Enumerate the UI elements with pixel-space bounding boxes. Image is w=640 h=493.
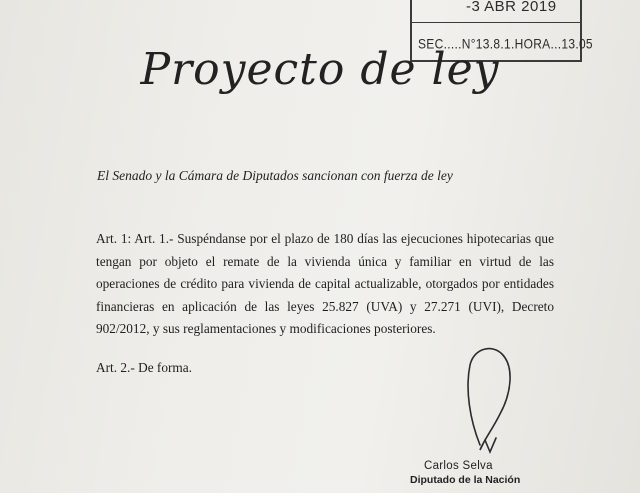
enacting-clause: El Senado y la Cámara de Diputados sancionan con fuerza de ley xyxy=(97,168,453,183)
stamp-date: -3 ABR 2019 xyxy=(466,0,557,15)
article-1: Art. 1: Art. 1.- Suspéndanse por el plazo de 180 días las ejecuciones hipotecarias que tengan por objeto el remate de la vivienda única y familiar en virtud de las operaciones de crédito para vivienda de capital actualizable, otorgados por entidades financieras en aplicación de las leyes 25.827 (UVA) y 27.271 (UVI), Decreto 902/2012, y sus reglamentaciones y modificaciones posteriores. xyxy=(96,231,554,336)
document-title: Proyecto de ley xyxy=(140,44,500,95)
signatory-name: Carlos Selva xyxy=(424,460,493,472)
handwritten-signature xyxy=(440,340,540,460)
signatory-title: Diputado de la Nación xyxy=(410,474,521,486)
stamp-divider xyxy=(412,22,580,23)
stamp-sec-line: SEC.....N°13.8.1.HORA...13.05 xyxy=(418,35,593,53)
article-2: Art. 2.- De forma. xyxy=(96,360,192,375)
